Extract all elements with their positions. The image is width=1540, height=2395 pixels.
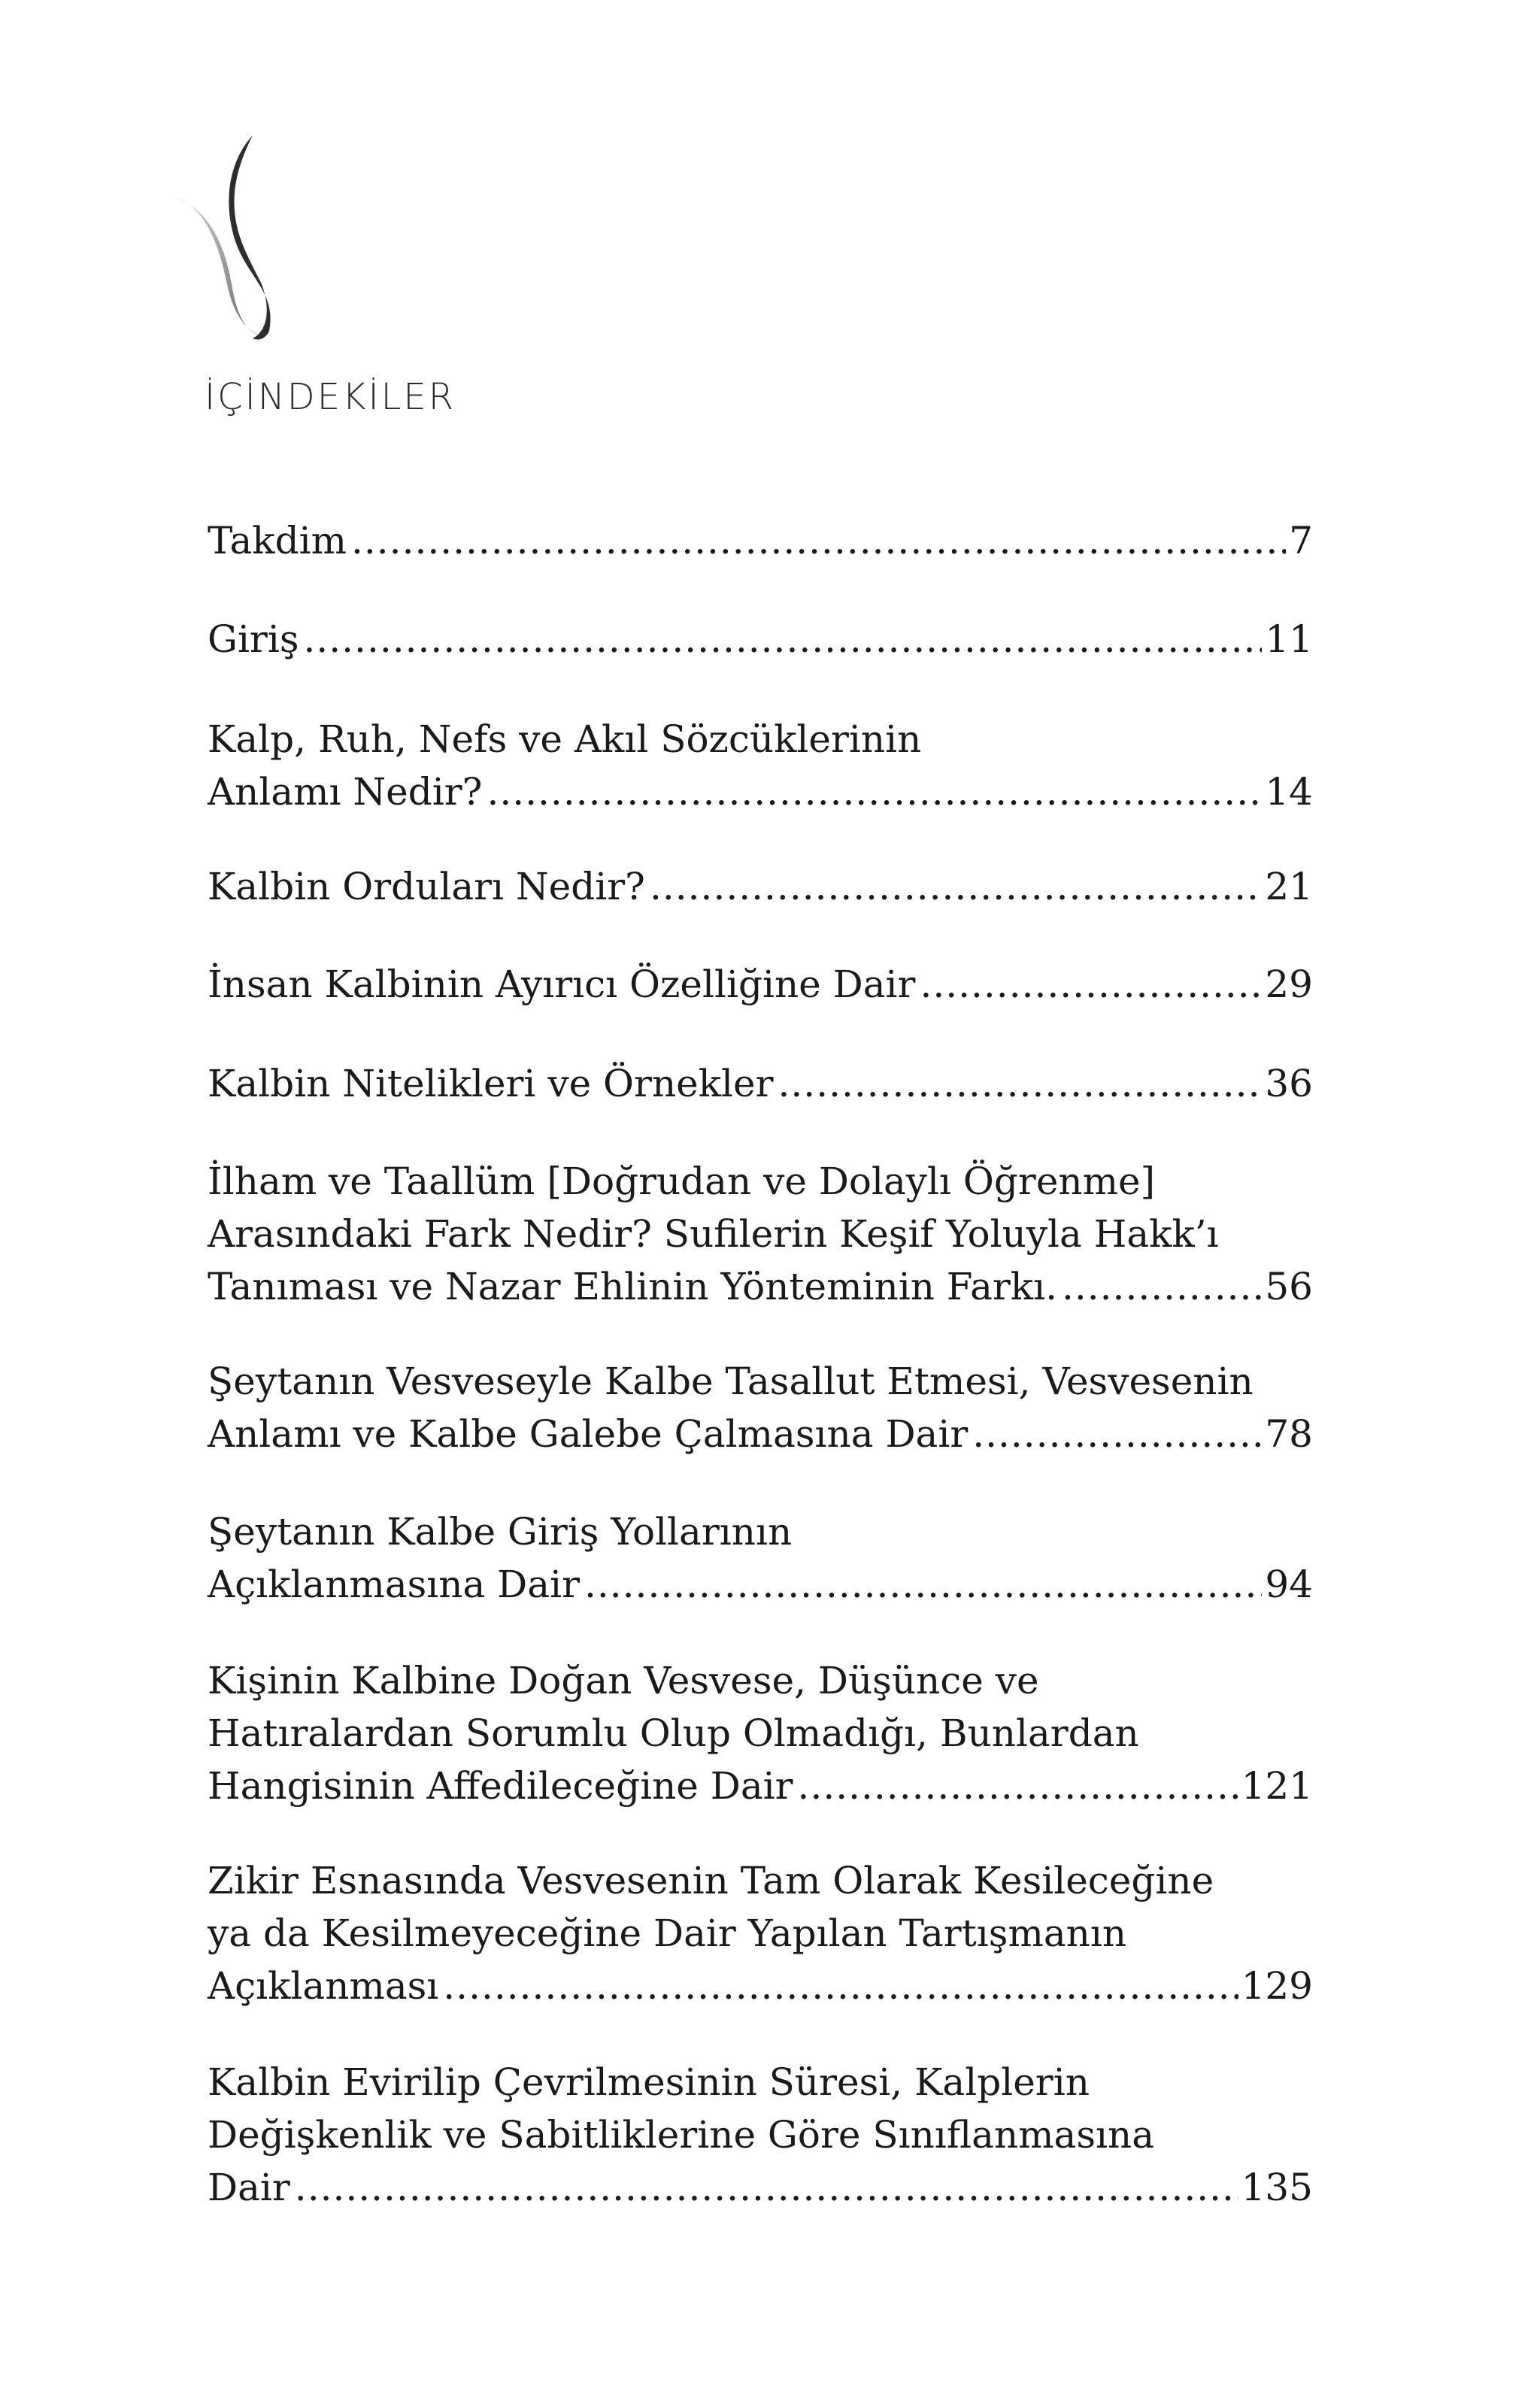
toc-entry-title: Açıklanmasına Dair [208, 1563, 580, 1606]
dot-leader [1062, 1260, 1262, 1313]
toc-page-number: 11 [1265, 617, 1313, 661]
toc-entry-title: Değişkenlik ve Sabitliklerine Göre Sınıflanmasına [208, 2113, 1155, 2157]
toc-entry[interactable] [208, 1854, 1313, 2012]
toc-entry[interactable] [208, 1355, 1313, 1460]
toc-page-number: 129 [1241, 1964, 1313, 2008]
toc-entry-title: Hangisinin Affedileceğine Dair [208, 1764, 793, 1808]
toc-entry[interactable] [208, 1505, 1313, 1611]
logo-light-stroke [173, 197, 260, 335]
toc-entry-title: İlham ve Taallüm [Doğrudan ve Dolaylı Öğrenme] [208, 1160, 1156, 1203]
toc-entry-title: Zikir Esnasında Vesvesenin Tam Olarak Kesileceğine [208, 1859, 1214, 1902]
dot-leader [584, 1558, 1262, 1611]
dot-leader [798, 1760, 1238, 1812]
toc-entry-title: Takdim [208, 519, 347, 562]
dot-leader [920, 958, 1262, 1011]
toc-entry[interactable] [208, 860, 1313, 913]
toc-entry[interactable] [208, 1155, 1313, 1313]
dot-leader [972, 1408, 1262, 1460]
publisher-logo [171, 134, 307, 343]
toc-entry-title: Arasındaki Fark Nedir? Sufilerin Keşif Yoluyla Hakk’ı [208, 1212, 1219, 1256]
toc-entry-title: Kalbin Orduları Nedir? [208, 865, 645, 908]
toc-page-number: 14 [1265, 770, 1313, 814]
toc-entry-title: İnsan Kalbinin Ayırıcı Özelliğine Dair [208, 963, 916, 1006]
toc-entry[interactable] [208, 613, 1313, 665]
dot-leader [650, 860, 1262, 913]
toc-entry-title: Giriş [208, 617, 299, 661]
toc-page-number: 56 [1265, 1265, 1313, 1308]
toc-entry-title: Şeytanın Vesveseyle Kalbe Tasallut Etmesi, Vesvesenin [208, 1360, 1254, 1403]
toc-entry[interactable] [208, 958, 1313, 1011]
toc-entry[interactable] [208, 1654, 1313, 1812]
toc-entry-title: ya da Kesilmeyeceğine Dair Yapılan Tartışmanın [208, 1911, 1127, 1955]
toc-entry-title: Açıklanması [208, 1964, 439, 2008]
toc-entry-title: Anlamı Nedir? [208, 770, 483, 814]
table-of-contents-heading: İÇİNDEKİLER [205, 376, 456, 418]
dot-leader [303, 613, 1262, 665]
toc-page-number: 94 [1265, 1563, 1313, 1606]
toc-entry-title: Kalp, Ruh, Nefs ve Akıl Sözcüklerinin [208, 717, 922, 761]
toc-page-number: 29 [1265, 963, 1313, 1006]
toc-page-number: 7 [1289, 519, 1313, 562]
toc-entry[interactable] [208, 514, 1313, 567]
toc-entry-title: Kişinin Kalbine Doğan Vesvese, Düşünce ve [208, 1659, 1039, 1702]
toc-page-number: 135 [1241, 2166, 1313, 2209]
toc-entry[interactable] [208, 1057, 1313, 1110]
dot-leader [295, 2161, 1238, 2214]
toc-entry-title: Kalbin Evirilip Çevrilmesinin Süresi, Kalplerin [208, 2060, 1090, 2104]
toc-entry-title: Şeytanın Kalbe Giriş Yollarının [208, 1510, 793, 1554]
toc-page-number: 121 [1241, 1764, 1313, 1808]
toc-entry[interactable] [208, 713, 1313, 818]
dot-leader [487, 765, 1262, 818]
toc-page-number: 21 [1265, 865, 1313, 908]
dot-leader [778, 1057, 1263, 1110]
toc-page-number: 36 [1265, 1062, 1313, 1105]
toc-entry-title: Kalbin Nitelikleri ve Örnekler [208, 1062, 774, 1105]
toc-entry-title: Dair [208, 2166, 290, 2209]
toc-entry-title: Tanıması ve Nazar Ehlinin Yönteminin Farkı. [208, 1265, 1057, 1308]
toc-entry-title: Hatıralardan Sorumlu Olup Olmadığı, Bunlardan [208, 1711, 1139, 1755]
dot-leader [443, 1960, 1238, 2012]
dot-leader [351, 514, 1286, 567]
toc-page-number: 78 [1265, 1412, 1313, 1456]
toc-entry[interactable] [208, 2056, 1313, 2214]
toc-entry-title: Anlamı ve Kalbe Galebe Çalmasına Dair [208, 1412, 969, 1456]
